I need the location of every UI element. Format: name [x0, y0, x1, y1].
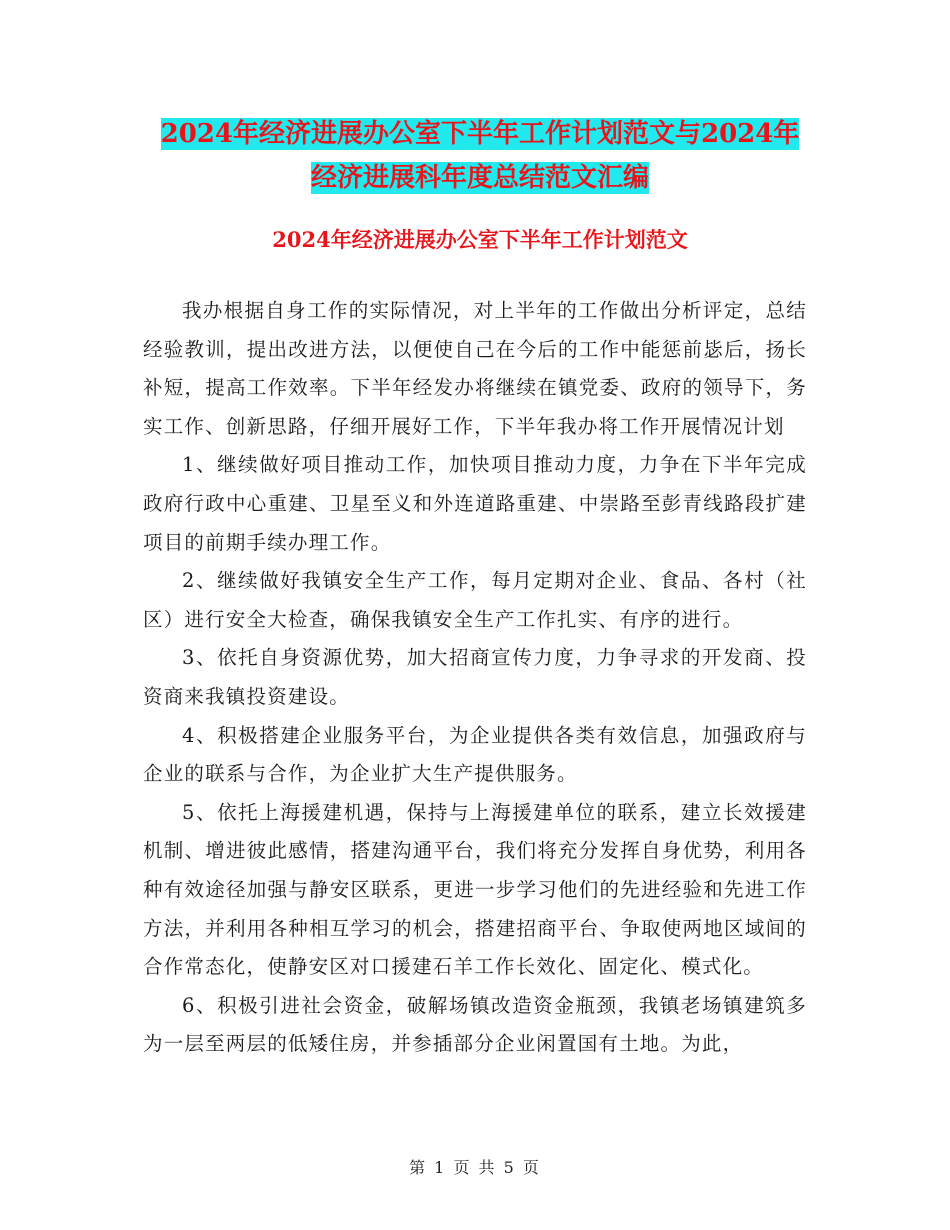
page-number-footer: 第 1 页 共 5 页	[409, 1158, 541, 1177]
paragraph-item-5: 5、依托上海援建机遇，保持与上海援建单位的联系，建立长效援建机制、增进彼此感情，搭建沟通平台，我们将充分发挥自身优势，利用各种有效途径加强与静安区联系，更进一步学习他们的先进经验和先进工作方法，并利用各种相互学习的机会，搭建招商平台、争取使两地区域间的合作常态化，使静安区对口援建石羊工作长效化、固定化、模式化。	[143, 800, 807, 979]
paragraph-item-3: 3、依托自身资源优势，加大招商宣传力度，力争寻求的开发商、投资商来我镇投资建设。	[143, 646, 807, 708]
section-title: 2024年经济进展办公室下半年工作计划范文	[272, 227, 688, 252]
paragraph-item-4: 4、积极搭建企业服务平台，为企业提供各类有效信息，加强政府与企业的联系与合作，为企业扩大生产提供服务。	[143, 723, 807, 786]
title-line-2: 经济进展科年度总结范文汇编	[310, 163, 649, 193]
paragraph-item-6: 6、积极引进社会资金，破解场镇改造资金瓶颈，我镇老场镇建筑多为一层至两层的低矮住房，并参插部分企业闲置国有土地。为此，	[143, 993, 807, 1056]
document-title	[140, 112, 820, 200]
document-body	[143, 292, 807, 1064]
paragraph-item-2: 2、继续做好我镇安全生产工作，每月定期对企业、食品、各村（社区）进行安全大检查，确保我镇安全生产工作扎实、有序的进行。	[143, 569, 807, 631]
title-line-1: 2024年经济进展办公室下半年工作计划范文与2024年	[160, 119, 800, 149]
paragraph-intro: 我办根据自身工作的实际情况，对上半年的工作做出分析评定，总结经验教训，提出改进方法，以便使自己在今后的工作中能惩前毖后，扬长补短，提高工作效率。下半年经发办将继续在镇党委、政府的领导下，务实工作、创新思路，仔细开展好工作，下半年我办将工作开展情况计划	[143, 299, 807, 438]
paragraph-item-1: 1、继续做好项目推动工作，加快项目推动力度，力争在下半年完成政府行政中心重建、卫星至义和外连道路重建、中崇路至彭青线路段扩建项目的前期手续办理工作。	[143, 453, 807, 554]
